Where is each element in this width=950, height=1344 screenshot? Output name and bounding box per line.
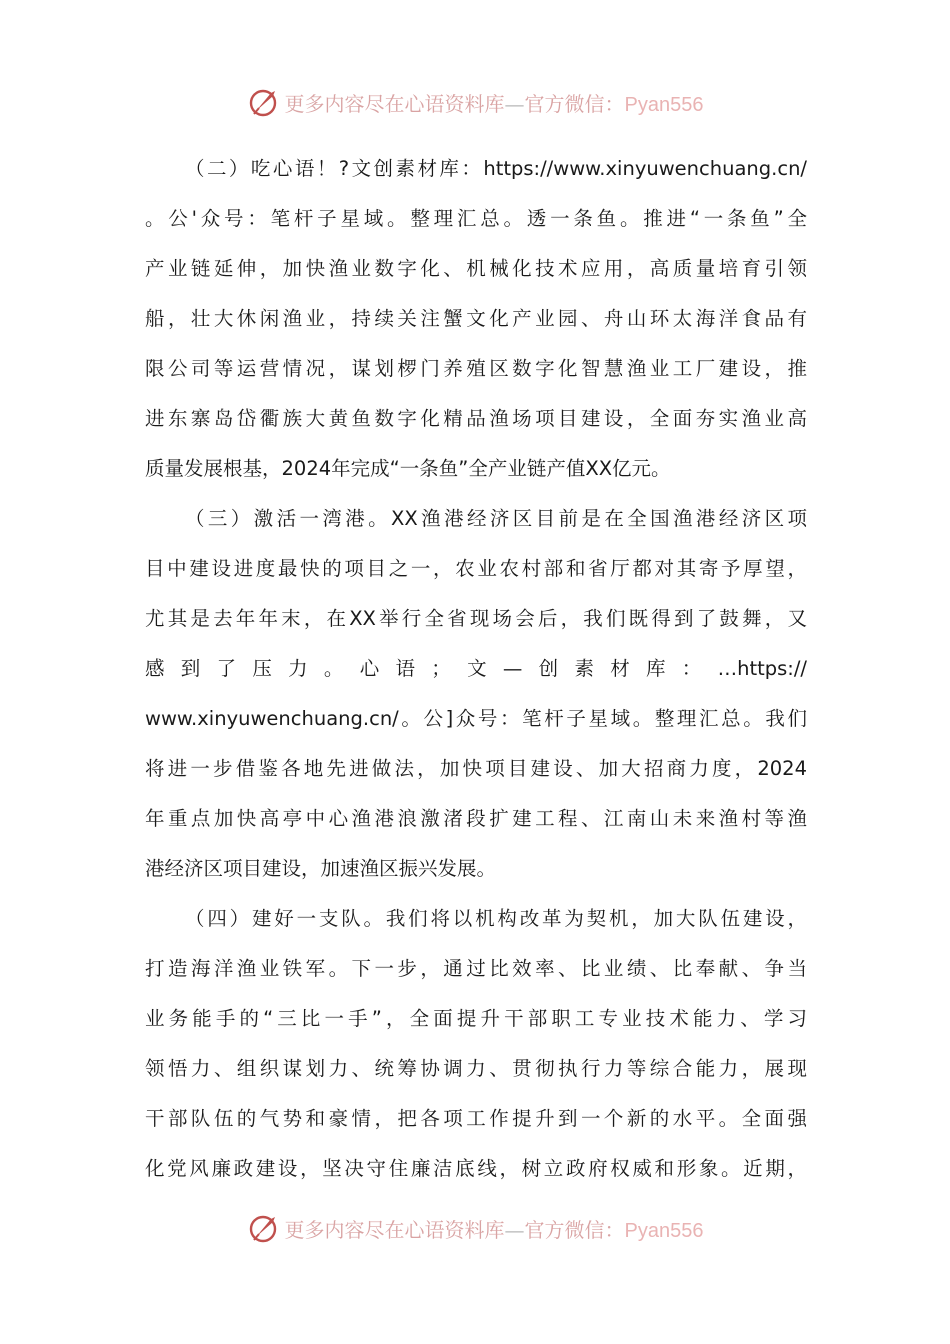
watermark-banner-bottom: [0, 1208, 950, 1248]
paragraph-line: 质量发展根基，2024年完成“一条鱼”全产业链产值XX亿元。: [145, 457, 671, 480]
paragraph-line: 打造海洋渔业铁军。下一步，通过比效率、比业绩、比奉献、争当: [145, 957, 807, 980]
paragraph-line: 限公司等运营情况，谋划椤门养殖区数字化智慧渔业工厂建设，推: [145, 357, 807, 380]
paragraph-line: 年重点加快高亭中心渔港浪激渚段扩建工程、江南山未来渔村等渔: [145, 807, 807, 830]
paragraph-line: （四）建好一支队。我们将以机构改革为契机，加大队伍建设，: [185, 907, 807, 930]
paragraph-line: 干部队伍的气势和豪情，把各项工作提升到一个新的水平。全面强: [145, 1107, 807, 1130]
paragraph-line: 港经济区项目建设，加速渔区振兴发展。: [145, 857, 497, 880]
watermark-text: 更多内容尽在心语资料库—官方微信：Pyan556: [284, 1217, 704, 1242]
paragraph-line: 业务能手的“三比一手”，全面提升干部职工专业技术能力、学习: [145, 1007, 807, 1030]
paragraph-line: 目中建设进度最快的项目之一，农业农村部和省厅都对其寄予厚望，: [145, 557, 807, 580]
paragraph-line: 尤其是去年年末，在XX举行全省现场会后，我们既得到了鼓舞，又: [145, 607, 807, 630]
paragraph-line: 进东寨岛岱衢族大黄鱼数字化精品渔场项目建设，全面夯实渔业高: [145, 407, 807, 430]
paragraph-line: 船，壮大休闲渔业，持续关注蟹文化产业园、舟山环太海洋食品有: [145, 307, 807, 330]
paragraph-line: www.xinyuwenchuang.cn/。公]众号：笔杆子星域。整理汇总。我们: [145, 707, 807, 730]
quill-logo-icon: [247, 1211, 281, 1245]
watermark-banner-top: [0, 82, 950, 122]
paragraph-line: （二）吃心语！?文创素材库：https://www.xinyuwenchuang.cn/: [185, 157, 807, 180]
paragraph-line: 感到了压力。心语；文—创素材库：…https://: [145, 657, 807, 680]
paragraph-line: 。公'众号：笔杆子星域。整理汇总。透一条鱼。推进“一条鱼”全: [145, 207, 807, 230]
paragraph-line: 化党风廉政建设，坚决守住廉洁底线，树立政府权威和形象。近期，: [145, 1157, 807, 1180]
paragraph-line: （三）激活一湾港。XX渔港经济区目前是在全国渔港经济区项: [185, 507, 807, 530]
watermark-text: 更多内容尽在心语资料库—官方微信：Pyan556: [284, 91, 704, 116]
quill-logo-icon: [247, 85, 281, 119]
paragraph-line: 产业链延伸，加快渔业数字化、机械化技术应用，高质量培育引领: [145, 257, 807, 280]
paragraph-line: 领悟力、组织谋划力、统筹协调力、贯彻执行力等综合能力，展现: [145, 1057, 807, 1080]
paragraph-line: 将进一步借鉴各地先进做法，加快项目建设、加大招商力度，2024: [145, 757, 807, 780]
